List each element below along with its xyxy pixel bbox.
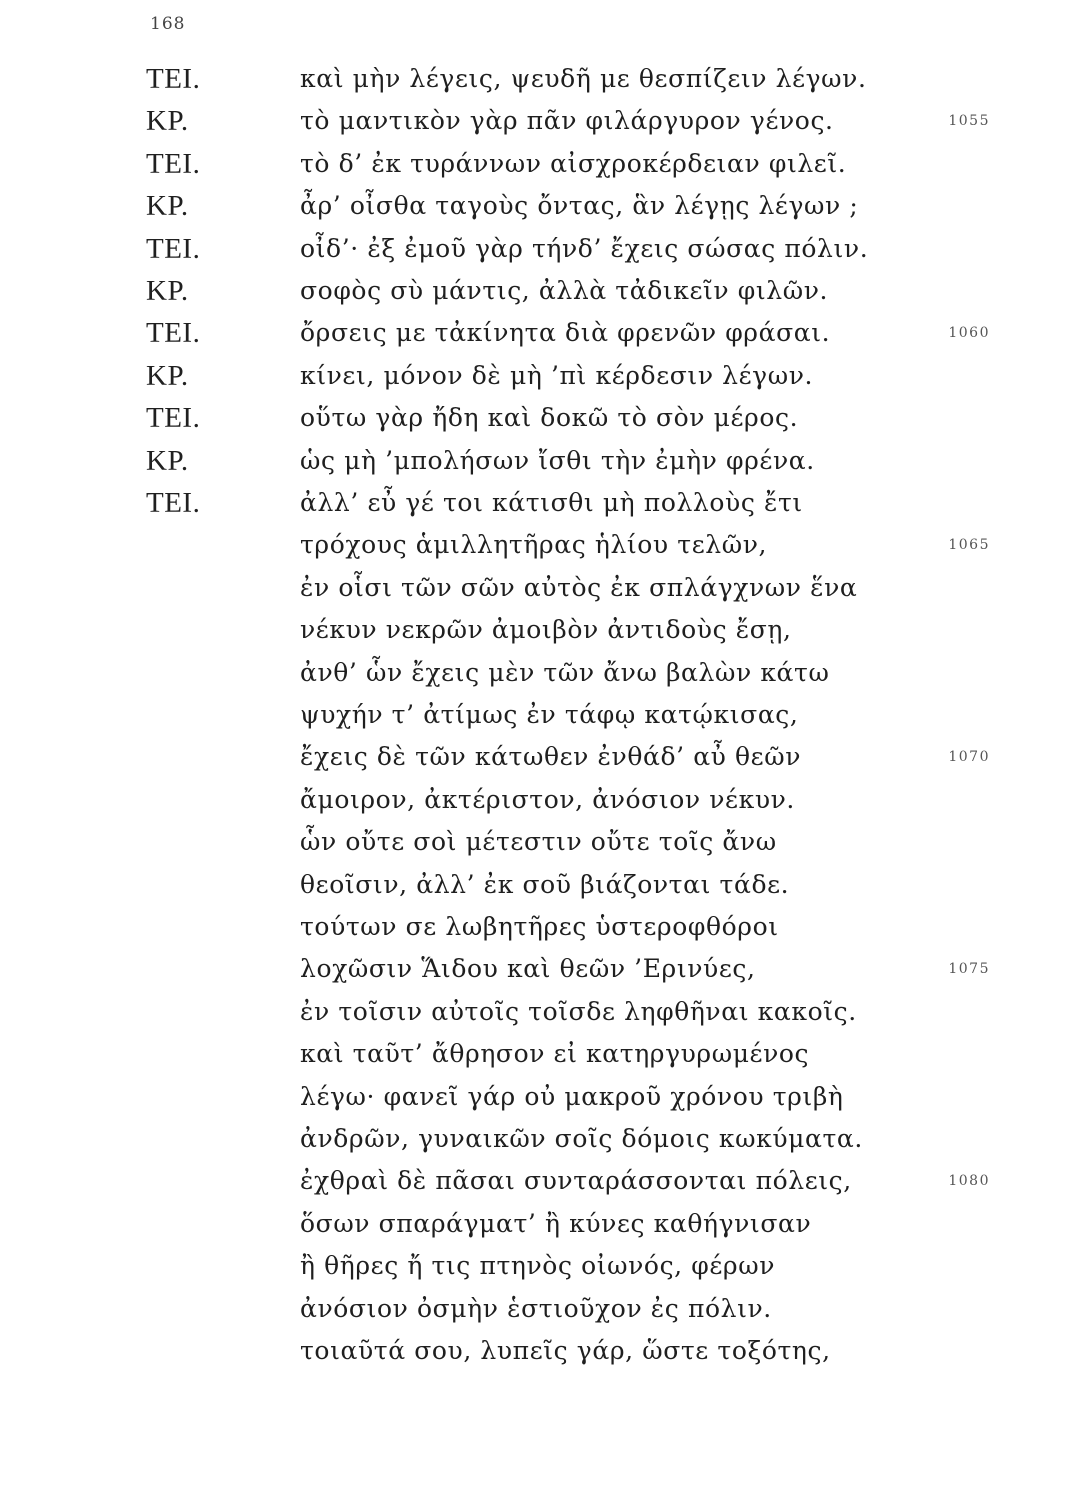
line-number: 1055 (948, 113, 990, 130)
speaker-label: ΤΕΙ. (146, 232, 201, 265)
verse-text: ὄρσεις με τἀκίνητα διὰ φρενῶν φράσαι. (300, 318, 831, 348)
verse-line (0, 780, 1066, 820)
verse-text: καὶ ταῦτ’ ἄθρησον εἰ κατηργυρωμένος (300, 1039, 810, 1069)
speaker-label: ΚΡ. (146, 444, 189, 477)
verse-text: τὸ μαντικὸν γὰρ πᾶν φιλάργυρον γένος. (300, 106, 834, 136)
verse-line (0, 186, 1066, 226)
speaker-label: ΤΕΙ. (146, 487, 201, 519)
verse-text: σοφὸς σὺ μάντις, ἀλλὰ τἀδικεῖν φιλῶν. (300, 276, 829, 305)
verse-line (0, 101, 1066, 141)
verse-line (0, 610, 1066, 650)
verse-line (0, 483, 1066, 523)
verse-text: λοχῶσιν Ἅιδου καὶ θεῶν ’Ερινύες, (300, 954, 756, 984)
verse-text: τὸ δ’ ἐκ τυράννων αἰσχροκέρδειαν φιλεῖ. (300, 148, 847, 178)
line-number: 1080 (948, 1173, 990, 1190)
verse-text: ἆρ’ οἶσθα ταγοὺς ὄντας, ἃν λέγῃς λέγων ; (300, 191, 859, 221)
verse-line (0, 1204, 1066, 1244)
speaker-label: ΚΡ. (146, 275, 189, 307)
verse-text: ἀνθ’ ὧν ἔχεις μὲν τῶν ἄνω βαλὼν κάτω (300, 657, 830, 687)
verse-line (0, 992, 1066, 1032)
verse-line (0, 356, 1066, 396)
verse-line (0, 271, 1066, 311)
verse-text: ἀλλ’ εὖ γέ τοι κάτισθι μὴ πολλοὺς ἔτι (300, 488, 803, 517)
verse-text: τοιαῦτά σου, λυπεῖς γάρ, ὥστε τοξότης, (300, 1336, 831, 1365)
verse-text: καὶ μὴν λέγεις, ψευδῆ με θεσπίζειν λέγων. (300, 64, 867, 93)
verse-text: ἢ θῆρες ἤ τις πτηνὸς οἰωνός, φέρων (300, 1251, 776, 1281)
verse-line (0, 737, 1066, 777)
verse-line (0, 1331, 1066, 1371)
verse-line (0, 398, 1066, 438)
verse-text: οἶδ’· ἐξ ἐμοῦ γὰρ τήνδ’ ἔχεις σώσας πόλιν. (300, 233, 869, 263)
verse-text: κίνει, μόνον δὲ μὴ ’πὶ κέρδεσιν λέγων. (300, 360, 814, 390)
speaker-label: ΚΡ. (146, 359, 189, 392)
verse-text: ψυχήν τ’ ἀτίμως ἐν τάφῳ κατῴκισας, (300, 700, 799, 729)
page-number: 168 (150, 14, 186, 34)
verse-line (0, 949, 1066, 989)
speaker-label: ΚΡ. (146, 190, 189, 223)
verse-line (0, 229, 1066, 269)
line-number: 1065 (948, 537, 990, 554)
verse-text: λέγω· φανεῖ γάρ οὐ μακροῦ χρόνου τριβὴ (300, 1081, 844, 1111)
verse-line (0, 313, 1066, 353)
speaker-label: ΚΡ. (146, 105, 189, 138)
verse-line (0, 59, 1066, 99)
verse-text: ἀνδρῶν, γυναικῶν σοῖς δόμοις κωκύματα. (300, 1124, 863, 1153)
verse-line (0, 144, 1066, 184)
verse-line (0, 1119, 1066, 1159)
verse-text: ἄμοιρον, ἀκτέριστον, ἀνόσιον νέκυν. (300, 784, 795, 814)
verse-line (0, 1289, 1066, 1329)
verse-text: ἔχεις δὲ τῶν κάτωθεν ἐνθάδ’ αὖ θεῶν (300, 742, 802, 772)
verse-text: θεοῖσιν, ἀλλ’ ἐκ σοῦ βιάζονται τάδε. (300, 869, 790, 899)
speaker-label: ΤΕΙ. (146, 402, 201, 435)
verse-line (0, 822, 1066, 862)
verse-line (0, 1034, 1066, 1074)
verse-line (0, 441, 1066, 481)
verse-line (0, 1246, 1066, 1286)
verse-text: ἐχθραὶ δὲ πᾶσαι συνταράσσονται πόλεις, (300, 1166, 852, 1196)
verse-line (0, 1161, 1066, 1201)
verse-line (0, 653, 1066, 693)
verse-text: τούτων σε λωβητῆρες ὑστεροφθόροι (300, 912, 779, 941)
verse-text: ἐν τοῖσιν αὐτοῖς τοῖσδε ληφθῆναι κακοῖς. (300, 996, 857, 1026)
verse-text: ὅσων σπαράγματ’ ἢ κύνες καθήγνισαν (300, 1208, 812, 1238)
verse-line (0, 525, 1066, 565)
verse-line (0, 907, 1066, 947)
verse-text: ὡς μὴ ’μπολήσων ἴσθι τὴν ἐμὴν φρένα. (300, 445, 815, 475)
line-number: 1060 (948, 325, 990, 342)
verse-line (0, 695, 1066, 735)
verse-line (0, 1077, 1066, 1117)
speaker-label: ΤΕΙ. (146, 317, 201, 350)
verse-text: τρόχους ἁμιλλητῆρας ἡλίου τελῶν, (300, 530, 768, 560)
verse-line (0, 865, 1066, 905)
verse-text: νέκυν νεκρῶν ἀμοιβὸν ἀντιδοὺς ἔσῃ, (300, 615, 792, 645)
line-number: 1070 (948, 749, 990, 766)
speaker-label: ΤΕΙ. (146, 63, 201, 95)
line-number: 1075 (948, 961, 990, 978)
verse-text: οὕτω γὰρ ἤδη καὶ δοκῶ τὸ σὸν μέρος. (300, 403, 799, 433)
verse-text: ἀνόσιον ὀσμὴν ἑστιοῦχον ἐς πόλιν. (300, 1293, 772, 1323)
speaker-label: ΤΕΙ. (146, 147, 201, 180)
verse-line (0, 568, 1066, 608)
verse-text: ὧν οὔτε σοὶ μέτεστιν οὔτε τοῖς ἄνω (300, 827, 777, 857)
verse-text: ἐν οἷσι τῶν σῶν αὐτὸς ἐκ σπλάγχνων ἕνα (300, 572, 858, 602)
